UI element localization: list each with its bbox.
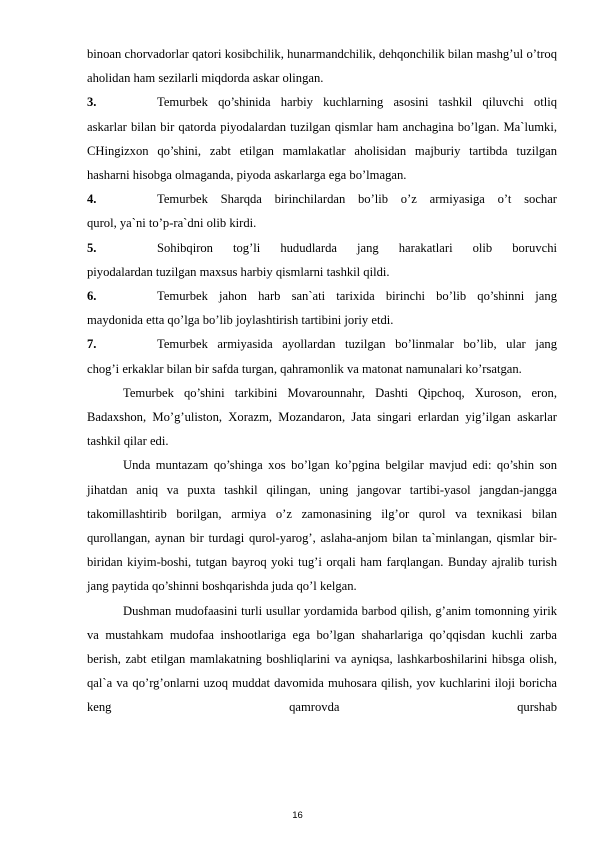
body-paragraph: Temurbek qo’shini tarkibini Movarounnahr, Dashti Qipchoq, Xuroson, eron, Badaxshon, Mo’g’uliston, Xorazm, Mozandaron, Jata singari erlardan yig’ilgan askarlar tashkil qilar edi. [87, 385, 557, 449]
page-number: 16 [292, 810, 303, 821]
page-body [87, 42, 557, 720]
item-number: 4. [87, 192, 97, 207]
list-item-4 [87, 187, 557, 235]
item-first-line: Temurbek Sharqda birinchilardan bo’lib o’z armiyasiga o’t sochar [157, 192, 557, 207]
item-text: chog’i erkaklar bilan bir safda turgan, qahramonlik va matonat namunalari ko’rsatgan. [87, 361, 522, 376]
item-text: askarlar bilan bir qatorda piyodalardan tuzilgan qismlar ham anchagina bo’lgan. Ma`lumki, CHingizxon qo’shini, zabt etilgan mamlakatlar aholisidan majburiy tartibda tuzilgan hasharni hisobga olmaganda, piyoda askarlarga ega bo’lmagan. [87, 119, 557, 183]
item-number: 7. [87, 337, 97, 352]
item-number: 3. [87, 95, 97, 110]
item-first-line: Temurbek qo’shinida harbiy kuchlarning asosini tashkil qiluvchi otliq [157, 95, 557, 110]
item-number: 5. [87, 240, 97, 255]
list-item-5 [87, 236, 557, 284]
list-item-6 [87, 284, 557, 332]
item-first-line: Sohibqiron tog’li hududlarda jang harakatlari olib boruvchi [157, 240, 557, 255]
item-text: piyodalardan tuzilgan maxsus harbiy qismlarni tashkil qildi. [87, 264, 390, 279]
item-text: qurol, ya`ni to’p-ra`dni olib kirdi. [87, 216, 257, 231]
body-paragraph: Unda muntazam qo’shinga xos bo’lgan ko’pgina belgilar mavjud edi: qo’shin son jihatdan aniq va puxta tashkil qilingan, uning jangovar tartibi-yasol jangdan-jangga takomillashtirib borilgan, armiya o’z zamonasining ilg’or qurol va texnikasi bilan qurollangan, aynan bir turdagi qurol-yarog’, aslaha-anjom bilan ta`minlangan, qismlar bir-biridan kiyim-boshi, tutgan bayroq yoki tug’i orqali ham farqlangan. Bunday ajralib turish jang paytida qo’shinni boshqarishda juda qo’l kelgan. [87, 458, 557, 594]
list-item-3 [87, 90, 557, 187]
item-first-line: Temurbek jahon harb san`ati tarixida birinchi bo’lib qo’shinni jang [157, 289, 557, 304]
body-paragraph: Dushman mudofaasini turli usullar yordamida barbod qilish, g’anim tomonning yirik va mustahkam mudofaa inshootlariga ega bo’lgan shaharlariga qo’qqisdan kuchli zarba berish, zabt etilgan mamlakatning boshliqlarini va ayniqsa, lashkarboshilarini hibsga olish, qal`a va qo’rg’onlarni uzoq muddat davomida muhosara qilish, yov kuchlarini iloji boricha keng qamrovda qurshab [87, 603, 557, 715]
item-first-line: Temurbek armiyasida ayollardan tuzilgan bo’linmalar bo’lib, ular jang [157, 337, 557, 352]
intro-paragraph: binoan chorvadorlar qatori kosibchilik, hunarmandchilik, dehqonchilik bilan mashg’ul o’troq aholidan ham sezilarli miqdorda askar olingan. [87, 47, 557, 86]
item-number: 6. [87, 289, 97, 304]
item-text: maydonida etta qo’lga bo’lib joylashtirish tartibini joriy etdi. [87, 313, 394, 328]
list-item-7 [87, 332, 557, 380]
